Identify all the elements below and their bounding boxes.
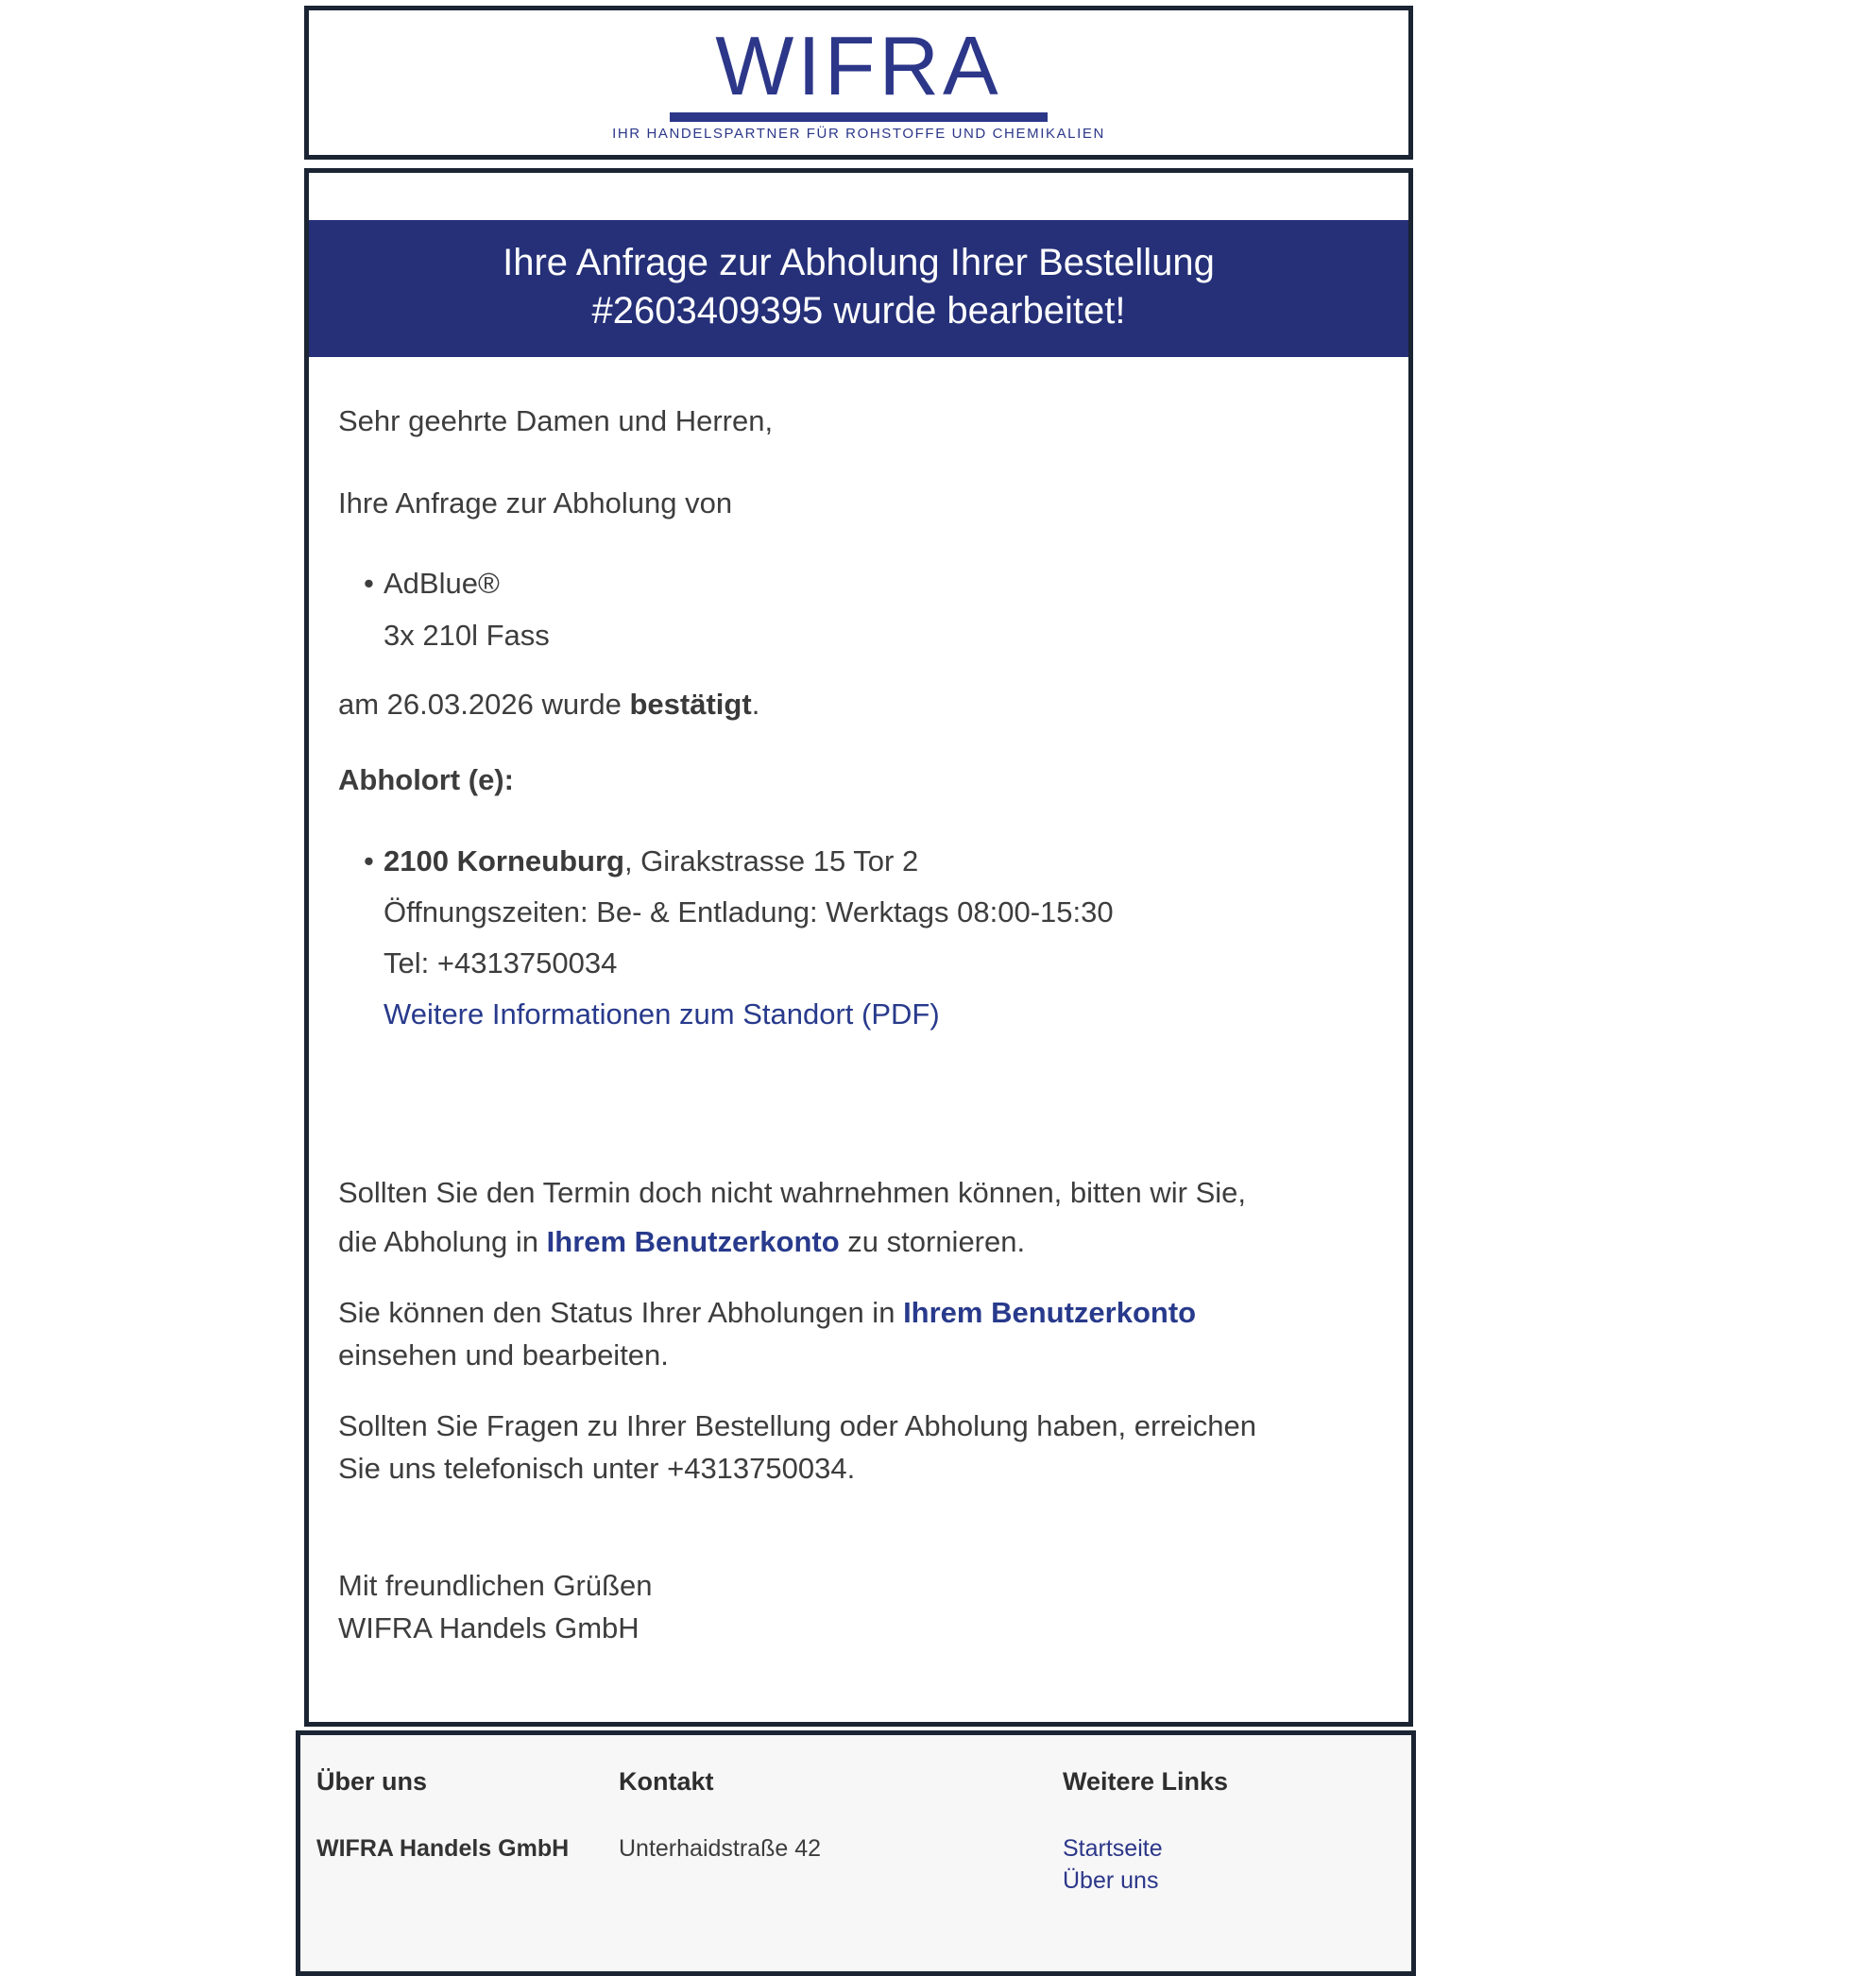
product-details xyxy=(384,557,550,661)
account-link-status[interactable]: Ihrem Benutzerkonto xyxy=(903,1296,1197,1329)
footer-links-column xyxy=(1063,1766,1392,1897)
footer-box xyxy=(296,1730,1416,1976)
account-link-cancel[interactable]: Ihrem Benutzerkonto xyxy=(546,1225,840,1258)
location-address-line xyxy=(384,836,1114,887)
title-banner xyxy=(309,220,1408,357)
status-line2: einsehen und bearbeiten. xyxy=(338,1338,669,1371)
confirmation-text xyxy=(338,685,1366,724)
product-list-item xyxy=(338,557,1366,661)
cancel-line2-suffix: zu stornieren. xyxy=(839,1225,1026,1258)
banner-title-line2: #2603409395 wurde bearbeitet! xyxy=(591,290,1126,332)
footer-contact-address: Unterhaidstraße 42 xyxy=(619,1835,822,1862)
cancel-paragraph xyxy=(338,1168,1366,1267)
closing-block xyxy=(338,1564,1366,1649)
pickup-location-list xyxy=(338,836,1366,1040)
location-street: , Girakstrasse 15 Tor 2 xyxy=(623,844,919,877)
wifra-logo: WIFRA xyxy=(715,19,1002,112)
greeting-text: Sehr geehrte Damen und Herren, xyxy=(338,404,774,437)
bullet-dot: • xyxy=(364,567,374,600)
banner-title-line1: Ihre Anfrage zur Abholung Ihrer Bestellung xyxy=(503,242,1215,283)
cancel-line2-prefix: die Abholung in xyxy=(338,1225,547,1258)
pickup-location-details xyxy=(384,836,1114,1040)
email-content xyxy=(309,401,1408,1649)
questions-line1: Sollten Sie Fragen zu Ihrer Bestellung oder Abholung haben, erreichen xyxy=(338,1409,1256,1442)
product-list xyxy=(338,557,1366,661)
logo-tagline: IHR HANDELSPARTNER FÜR ROHSTOFFE UND CHEMIKALIEN xyxy=(612,126,1105,142)
closing-text: Mit freundlichen Grüßen xyxy=(338,1569,653,1602)
location-city-bold: 2100 Korneuburg xyxy=(384,844,624,877)
footer-link-ueber-uns[interactable]: Über uns xyxy=(1063,1867,1159,1894)
footer-company-name: WIFRA Handels GmbH xyxy=(316,1835,570,1862)
questions-paragraph xyxy=(338,1405,1366,1490)
footer-contact-column xyxy=(619,1766,1063,1897)
cancel-line1: Sollten Sie den Termin doch nicht wahrnehmen können, bitten wir Sie, xyxy=(338,1176,1246,1209)
location-phone: Tel: +4313750034 xyxy=(384,946,618,979)
header-box xyxy=(304,6,1413,160)
footer-links-list xyxy=(1063,1832,1392,1897)
intro-text: Ihre Anfrage zur Abholung von xyxy=(338,486,733,520)
confirmation-status-bold: bestätigt xyxy=(629,688,752,721)
status-line1-prefix: Sie können den Status Ihrer Abholungen in xyxy=(338,1296,904,1329)
footer-about-column xyxy=(316,1766,619,1897)
confirmation-prefix: am 26.03.2026 wurde xyxy=(338,688,630,721)
location-pdf-link[interactable]: Weitere Informationen zum Standort (PDF) xyxy=(384,997,940,1031)
product-name: AdBlue® xyxy=(384,567,500,600)
pickup-location-label: Abholort (e): xyxy=(338,763,514,796)
product-quantity: 3x 210l Fass xyxy=(384,619,550,652)
logo-underline-bar xyxy=(670,112,1048,122)
cancel-line2 xyxy=(338,1225,1025,1258)
footer-contact-title: Kontakt xyxy=(619,1767,714,1796)
email-body-box xyxy=(304,168,1413,1727)
questions-line2: Sie uns telefonisch unter +4313750034. xyxy=(338,1452,856,1485)
footer-link-startseite[interactable]: Startseite xyxy=(1063,1835,1163,1862)
status-paragraph xyxy=(338,1291,1366,1376)
footer-columns xyxy=(316,1766,1392,1897)
footer-links-title: Weitere Links xyxy=(1063,1767,1229,1796)
pickup-location-item xyxy=(338,836,1366,1040)
bullet-dot: • xyxy=(364,844,374,877)
footer-about-title: Über uns xyxy=(316,1767,428,1796)
confirmation-suffix: . xyxy=(751,688,760,721)
signature-company: WIFRA Handels GmbH xyxy=(338,1611,640,1644)
location-hours: Öffnungszeiten: Be- & Entladung: Werktags 08:00-15:30 xyxy=(384,895,1114,928)
